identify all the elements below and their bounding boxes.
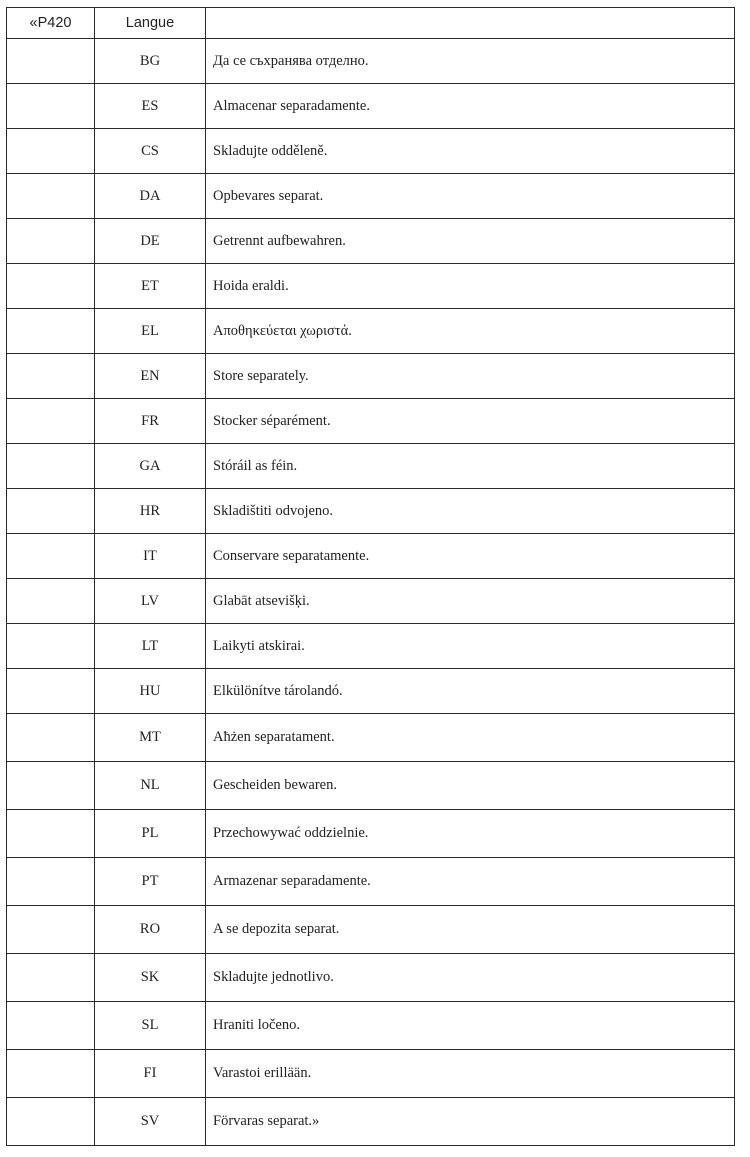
statement-text-cell: Getrennt aufbewahren. xyxy=(206,219,735,264)
empty-cell xyxy=(7,624,95,669)
language-code-cell: CS xyxy=(95,129,206,174)
empty-cell xyxy=(7,762,95,810)
table-row xyxy=(7,1098,735,1146)
language-code-cell: FR xyxy=(95,399,206,444)
empty-cell xyxy=(7,810,95,858)
empty-cell xyxy=(7,1050,95,1098)
empty-cell xyxy=(7,309,95,354)
empty-cell xyxy=(7,534,95,579)
empty-cell xyxy=(7,1002,95,1050)
table-row xyxy=(7,39,735,84)
statement-text-cell: Hoida eraldi. xyxy=(206,264,735,309)
statement-text-cell: Stóráil as féin. xyxy=(206,444,735,489)
language-code-cell: RO xyxy=(95,906,206,954)
empty-cell xyxy=(7,39,95,84)
translations-table xyxy=(6,7,735,1146)
language-code-cell: LV xyxy=(95,579,206,624)
table-row xyxy=(7,624,735,669)
empty-cell xyxy=(7,954,95,1002)
statement-text-cell: Conservare separatamente. xyxy=(206,534,735,579)
language-code-cell: BG xyxy=(95,39,206,84)
reference-code: «P420 xyxy=(7,8,95,39)
empty-cell xyxy=(7,174,95,219)
table-row xyxy=(7,219,735,264)
language-code-cell: HR xyxy=(95,489,206,534)
statement-text-cell: Store separately. xyxy=(206,354,735,399)
statement-text-cell: Laikyti atskirai. xyxy=(206,624,735,669)
empty-cell xyxy=(7,579,95,624)
empty-cell xyxy=(7,714,95,762)
empty-cell xyxy=(7,129,95,174)
empty-cell xyxy=(7,1098,95,1146)
table-row xyxy=(7,309,735,354)
statement-text-cell: Glabāt atsevišķi. xyxy=(206,579,735,624)
language-code-cell: NL xyxy=(95,762,206,810)
statement-text-cell: Armazenar separadamente. xyxy=(206,858,735,906)
statement-text-cell: Elkülönítve tárolandó. xyxy=(206,669,735,714)
statement-text-cell: Varastoi erillään. xyxy=(206,1050,735,1098)
table-row xyxy=(7,714,735,762)
empty-cell xyxy=(7,444,95,489)
statement-text-cell: Skladujte jednotlivo. xyxy=(206,954,735,1002)
empty-cell xyxy=(7,399,95,444)
language-code-cell: ES xyxy=(95,84,206,129)
language-code-cell: DE xyxy=(95,219,206,264)
empty-cell xyxy=(7,219,95,264)
table-row xyxy=(7,444,735,489)
language-code-cell: EN xyxy=(95,354,206,399)
statement-text-cell: Aħżen separatament. xyxy=(206,714,735,762)
table-row xyxy=(7,354,735,399)
language-code-cell: MT xyxy=(95,714,206,762)
language-code-cell: PT xyxy=(95,858,206,906)
statement-text-cell: A se depozita separat. xyxy=(206,906,735,954)
empty-cell xyxy=(7,669,95,714)
table-row xyxy=(7,534,735,579)
statement-text-cell: Opbevares separat. xyxy=(206,174,735,219)
table-row xyxy=(7,579,735,624)
empty-cell xyxy=(7,906,95,954)
table-row xyxy=(7,399,735,444)
table-row xyxy=(7,906,735,954)
empty-cell xyxy=(7,84,95,129)
statement-text-cell: Skladujte odděleně. xyxy=(206,129,735,174)
language-code-cell: IT xyxy=(95,534,206,579)
table-row xyxy=(7,810,735,858)
table-row xyxy=(7,174,735,219)
language-code-cell: DA xyxy=(95,174,206,219)
table-row xyxy=(7,1050,735,1098)
language-column-header: Langue xyxy=(95,8,206,39)
language-code-cell: SV xyxy=(95,1098,206,1146)
text-column-header xyxy=(206,8,735,39)
table-body xyxy=(7,8,735,1146)
table-row xyxy=(7,264,735,309)
table-row xyxy=(7,1002,735,1050)
statement-text-cell: Да се съхранява отделно. xyxy=(206,39,735,84)
language-code-cell: SL xyxy=(95,1002,206,1050)
language-code-cell: FI xyxy=(95,1050,206,1098)
table-row xyxy=(7,84,735,129)
table-row xyxy=(7,858,735,906)
empty-cell xyxy=(7,264,95,309)
table-row xyxy=(7,129,735,174)
language-code-cell: PL xyxy=(95,810,206,858)
table-row xyxy=(7,489,735,534)
statement-text-cell: Przechowywać oddzielnie. xyxy=(206,810,735,858)
language-code-cell: EL xyxy=(95,309,206,354)
statement-text-cell: Skladištiti odvojeno. xyxy=(206,489,735,534)
statement-text-cell: Stocker séparément. xyxy=(206,399,735,444)
language-code-cell: HU xyxy=(95,669,206,714)
statement-text-cell: Αποθηκεύεται χωριστά. xyxy=(206,309,735,354)
table-row xyxy=(7,762,735,810)
empty-cell xyxy=(7,858,95,906)
table-header-row xyxy=(7,8,735,39)
empty-cell xyxy=(7,489,95,534)
statement-text-cell: Hraniti ločeno. xyxy=(206,1002,735,1050)
statement-text-cell: Almacenar separadamente. xyxy=(206,84,735,129)
statement-text-cell: Förvaras separat.» xyxy=(206,1098,735,1146)
empty-cell xyxy=(7,354,95,399)
table-row xyxy=(7,954,735,1002)
language-code-cell: SK xyxy=(95,954,206,1002)
language-code-cell: LT xyxy=(95,624,206,669)
table-row xyxy=(7,669,735,714)
language-code-cell: ET xyxy=(95,264,206,309)
language-code-cell: GA xyxy=(95,444,206,489)
statement-text-cell: Gescheiden bewaren. xyxy=(206,762,735,810)
